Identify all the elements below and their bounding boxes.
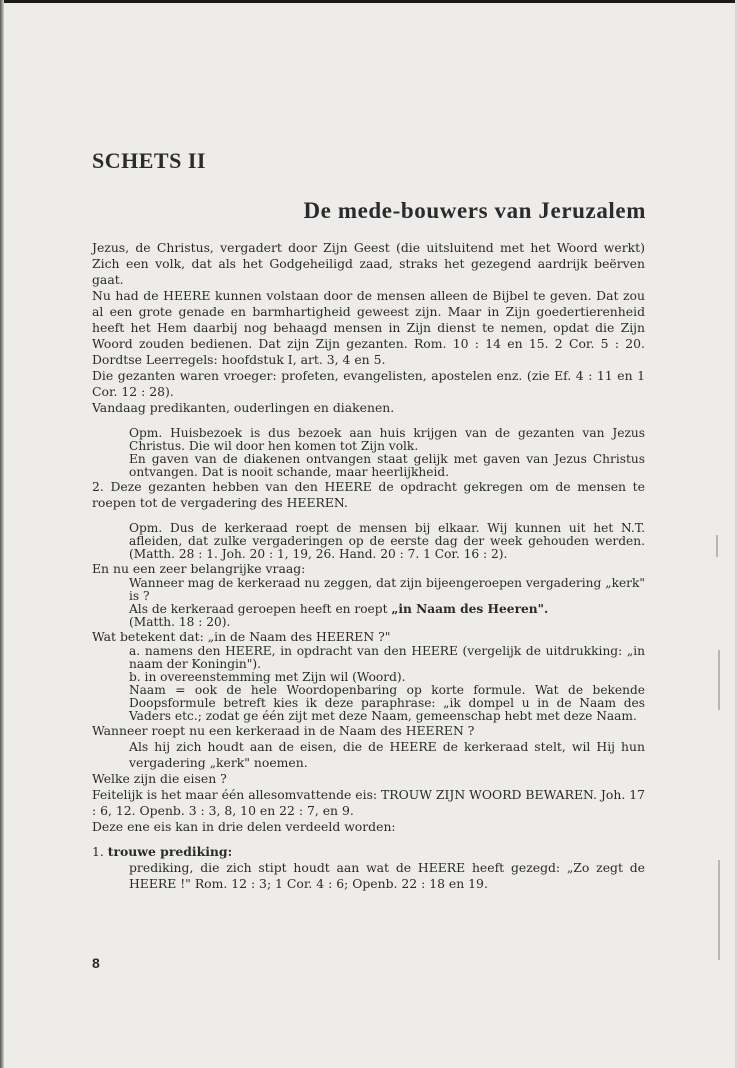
margin-mark [716,535,718,557]
paragraph: Welke zijn die eisen ? [92,771,227,786]
remark: Opm. Dus de kerkeraad roept de mensen bij elkaar. Wij kunnen uit het N.T. afleiden, dat zulke vergaderingen op de eerste dag der week gehouden werden. (Matth. 28 : 1. Joh. 20 : 1, 19, 26. Hand. 20 : 7. 1 Cor. 16 : 2). [129,521,645,561]
margin-mark [718,860,720,960]
scan-edge-top [0,0,738,3]
explanation-b: b. in overeenstemming met Zijn wil (Woord). [129,670,406,684]
paragraph: Vandaag predikanten, ouderlingen en diakenen. [92,400,395,415]
remark: Opm. Huisbezoek is dus bezoek aan huis krijgen van de gezanten van Jezus Christus. Die wil door hen komen tot Zijn volk. [129,426,645,453]
remark-block [129,427,645,479]
paragraph: Deze ene eis kan in drie delen verdeeld worden: [92,819,396,834]
paragraph: Die gezanten waren vroeger: profeten, evangelisten, apostelen enz. (zie Ef. 4 : 11 en 1 Cor. 12 : 28). [92,368,645,399]
answer-text: Als de kerkeraad geroepen heeft en roept [129,602,392,616]
list-label: trouwe prediking: [107,844,233,859]
question-block [129,577,645,629]
remark: En gaven van de diakenen ontvangen staat gelijk met gaven van Jezus Christus ontvangen. Dat is nooit schande, maar heerlijkheid. [129,452,645,479]
reference: (Matth. 18 : 20). [129,615,231,629]
explanation-a: a. namens den HEERE, in opdracht van den HEERE (vergelijk de uitdrukking: „in naam der Koningin"). [129,644,645,671]
remark-block [129,522,645,561]
list-item-heading [92,844,645,860]
paragraph: Wat betekent dat: „in de Naam des HEEREN ?" [92,629,391,644]
question: Wanneer mag de kerkeraad nu zeggen, dat zijn bijeengeroepen vergadering „kerk" is ? [129,576,645,603]
paragraph: En nu een zeer belangrijke vraag: [92,561,306,576]
answer-emphasis: „in Naam des Heeren". [391,602,549,616]
explanation-naam: Naam = ook de hele Woordopenbaring op korte formule. Wat de bekende Doopsformule betreft kies ik deze paraphrase: „ik dompel u in de Naam des Vaders etc.; zodat ge één zijt met deze Naam, gemeenschap hebt met deze Naam. [129,683,645,723]
paragraph: Jezus, de Christus, vergadert door Zijn Geest (die uitsluitend met het Woord werkt) Zich een volk, dat als het Godgeheiligd zaad, straks het gezegend aardrijk beërven gaat. [92,240,645,287]
explanation-block [129,645,645,723]
paragraph-indented: Als hij zich houdt aan de eisen, die de HEERE de kerkeraad stelt, wil Hij hun vergadering „kerk" noemen. [129,739,645,770]
paragraph: Nu had de HEERE kunnen volstaan door de mensen alleen de Bijbel te geven. Dat zou al een grote genade en barmhartigheid geweest zijn. Maar in Zijn goedertierenheid heeft het Hem daarbij nog behaagd mensen in Zijn dienst te nemen, opdat die Zijn Woord zouden bedienen. Dat zijn Zijn gezanten. Rom. 10 : 14 en 15. 2 Cor. 5 : 20. Dordtse Leerregels: hoofdstuk I, art. 3, 4 en 5. [92,288,645,367]
page-title: De mede-bouwers van Jeruzalem [303,198,646,223]
section-heading: SCHETS II [92,148,206,173]
margin-mark [718,650,720,710]
body-text [92,240,645,892]
paragraph: Feitelijk is het maar één allesomvattende eis: TROUW ZIJN WOORD BEWAREN. Joh. 17 : 6, 12. Openb. 3 : 3, 8, 10 en 22 : 7, en 9. [92,787,645,818]
paragraph: Wanneer roept nu een kerkeraad in de Naam des HEEREN ? [92,723,475,738]
list-item-text: prediking, die zich stipt houdt aan wat de HEERE heeft gezegd: „Zo zegt de HEERE !" Rom. 12 : 3; 1 Cor. 4 : 6; Openb. 22 : 18 en 19. [129,860,645,891]
scan-edge-left [0,0,4,1068]
list-number: 1. [92,844,104,859]
paragraph: 2. Deze gezanten hebben van den HEERE de opdracht gekregen om de mensen te roepen tot de vergadering des HEEREN. [92,479,645,510]
page-number: 8 [92,955,100,971]
